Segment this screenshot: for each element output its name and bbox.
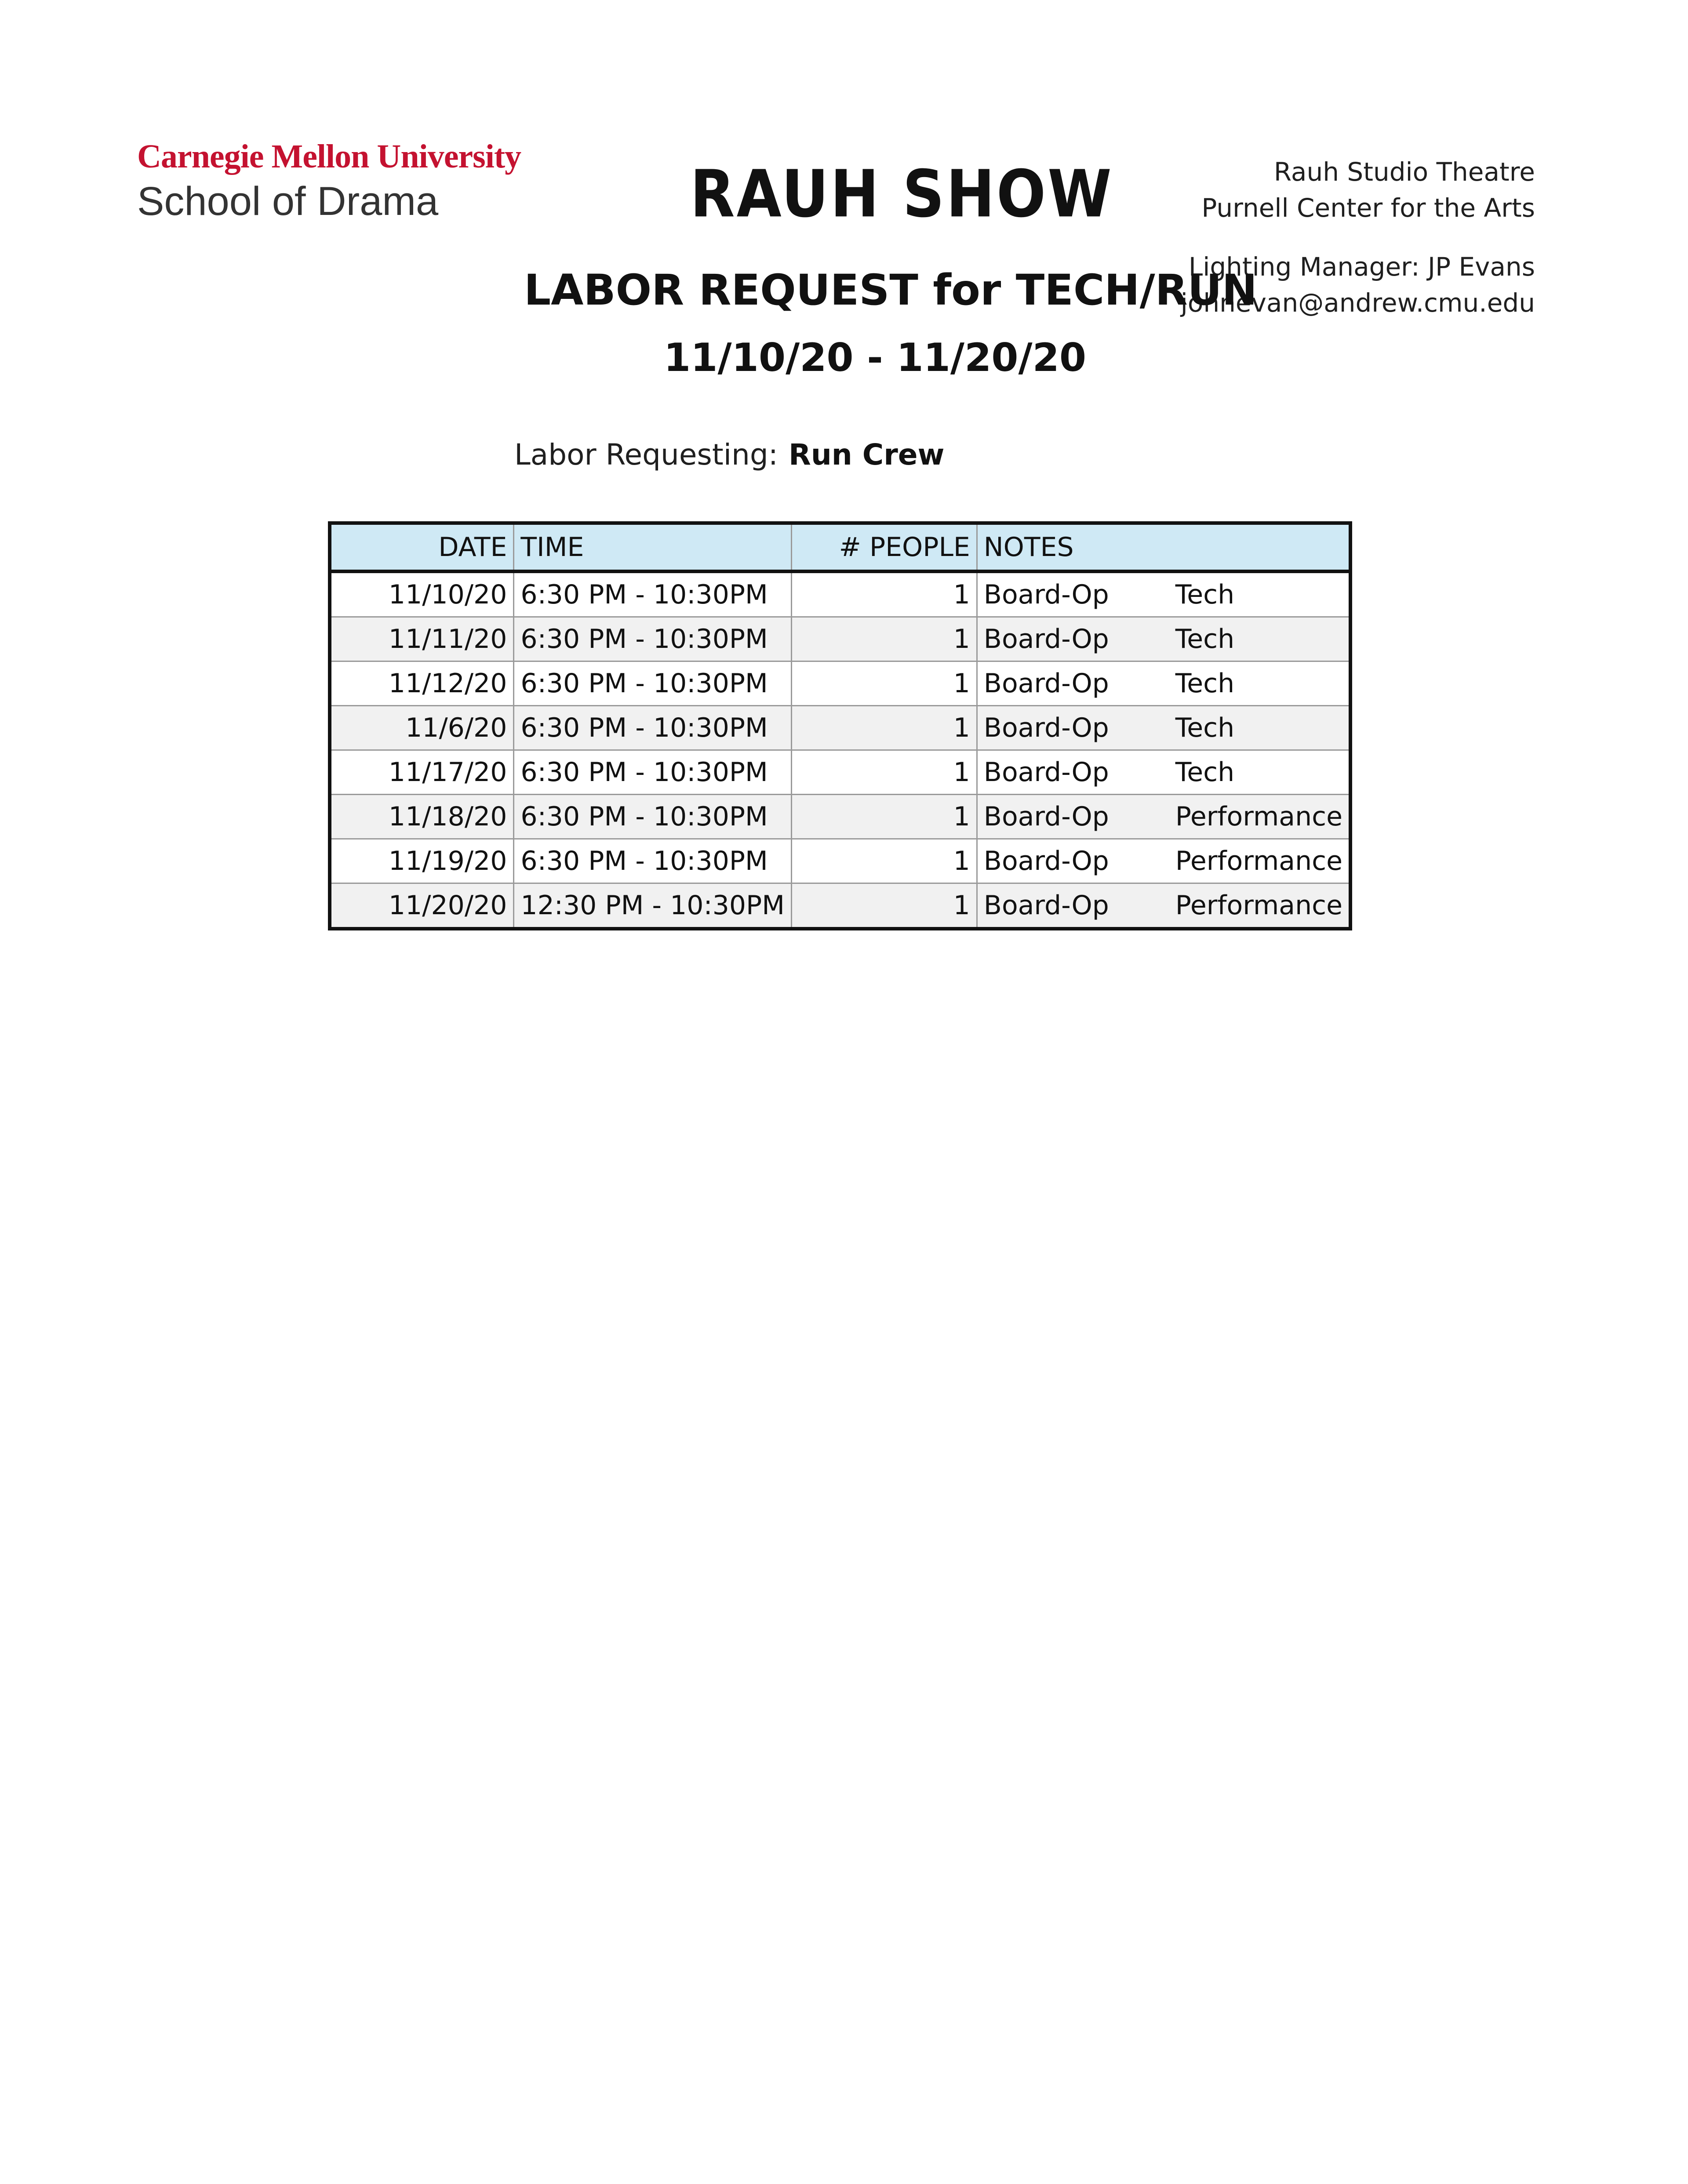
venue-building: Purnell Center for the Arts [1201, 193, 1535, 223]
logo-school-name: School of Drama [137, 179, 439, 224]
cell-date: 11/10/20 [330, 571, 514, 617]
logo-university-name: Carnegie Mellon University [137, 138, 521, 175]
table-row [330, 661, 1350, 706]
cell-notes [977, 795, 1350, 839]
cell-people: 1 [792, 706, 977, 750]
cell-date: 11/12/20 [330, 661, 514, 706]
cell-date: 11/11/20 [330, 617, 514, 661]
cell-date: 11/19/20 [330, 839, 514, 883]
cell-notes [977, 571, 1350, 617]
manager-email: johnevan@andrew.cmu.edu [1180, 288, 1535, 318]
labor-requesting [514, 438, 945, 472]
cell-people: 1 [792, 661, 977, 706]
note-role: Board-Op [983, 624, 1109, 654]
table-row [330, 571, 1350, 617]
cell-time: 6:30 PM - 10:30PM [514, 617, 792, 661]
note-type: Tech [1175, 624, 1235, 654]
cell-time: 6:30 PM - 10:30PM [514, 661, 792, 706]
cell-people: 1 [792, 571, 977, 617]
cell-time: 6:30 PM - 10:30PM [514, 571, 792, 617]
table-row [330, 617, 1350, 661]
note-type: Tech [1175, 757, 1235, 788]
note-role: Board-Op [983, 579, 1109, 610]
table-row [330, 839, 1350, 883]
cell-time: 6:30 PM - 10:30PM [514, 706, 792, 750]
cell-time: 6:30 PM - 10:30PM [514, 839, 792, 883]
table-header-row [330, 523, 1350, 571]
note-role: Board-Op [983, 712, 1109, 743]
header-date: DATE [330, 523, 514, 571]
cell-date: 11/20/20 [330, 883, 514, 929]
cell-date: 11/17/20 [330, 750, 514, 795]
labor-requesting-value: Run Crew [789, 438, 945, 472]
table-row [330, 706, 1350, 750]
cell-people: 1 [792, 839, 977, 883]
labor-table [328, 521, 1352, 930]
show-title: RAUH SHOW [690, 156, 1113, 233]
cell-notes [977, 883, 1350, 929]
venue-name: Rauh Studio Theatre [1273, 157, 1535, 187]
cell-time: 6:30 PM - 10:30PM [514, 750, 792, 795]
cell-people: 1 [792, 883, 977, 929]
cell-date: 11/6/20 [330, 706, 514, 750]
note-role: Board-Op [983, 890, 1109, 921]
header-notes: NOTES [977, 523, 1350, 571]
cell-people: 1 [792, 617, 977, 661]
note-type: Performance [1175, 890, 1342, 921]
cell-notes [977, 661, 1350, 706]
note-type: Tech [1175, 579, 1235, 610]
header-time: TIME [514, 523, 792, 571]
cell-notes [977, 839, 1350, 883]
cell-notes [977, 750, 1350, 795]
cell-people: 1 [792, 795, 977, 839]
cell-date: 11/18/20 [330, 795, 514, 839]
cell-people: 1 [792, 750, 977, 795]
cmu-drama-logo [137, 140, 521, 222]
note-type: Tech [1175, 712, 1235, 743]
table-row [330, 750, 1350, 795]
cell-time: 12:30 PM - 10:30PM [514, 883, 792, 929]
cell-notes [977, 617, 1350, 661]
cell-notes [977, 706, 1350, 750]
lighting-manager: Lighting Manager: JP Evans [1188, 252, 1535, 282]
labor-requesting-label: Labor Requesting: [514, 438, 778, 472]
document-title: LABOR REQUEST for TECH/RUN [524, 265, 1257, 315]
note-role: Board-Op [983, 757, 1109, 788]
document-date-range: 11/10/20 - 11/20/20 [664, 335, 1087, 380]
note-type: Performance [1175, 846, 1342, 876]
note-role: Board-Op [983, 801, 1109, 832]
table-row [330, 795, 1350, 839]
header-people: # PEOPLE [792, 523, 977, 571]
note-type: Performance [1175, 801, 1342, 832]
note-role: Board-Op [983, 846, 1109, 876]
cell-time: 6:30 PM - 10:30PM [514, 795, 792, 839]
table-row [330, 883, 1350, 929]
note-type: Tech [1175, 668, 1235, 699]
venue-block [1201, 154, 1535, 226]
note-role: Board-Op [983, 668, 1109, 699]
